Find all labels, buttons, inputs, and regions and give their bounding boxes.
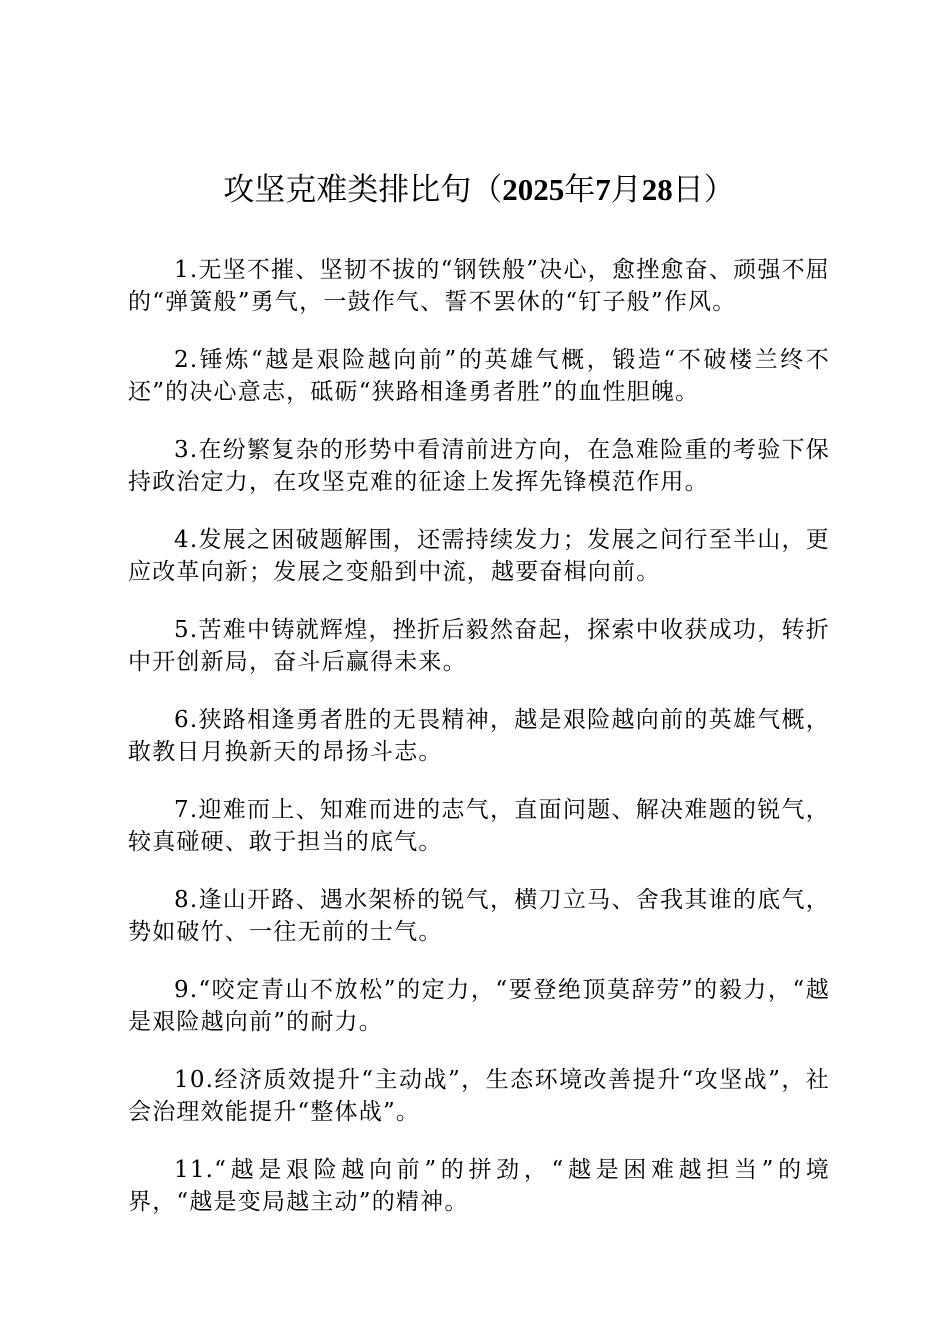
- title-day: 28: [641, 172, 673, 207]
- list-item: 2.锤炼“越是艰险越向前”的英雄气概，锻造“不破楼兰终不还”的决心意志，砥砺“狭路相逢勇者胜”的血性胆魄。: [128, 347, 830, 405]
- title-text-year-unit: 年: [564, 172, 596, 208]
- title-text-suffix: 日）: [672, 172, 735, 208]
- sentence-list: [128, 254, 830, 1218]
- list-item: 9.“咬定青山不放松”的定力，“要登绝顶莫辞劳”的毅力，“越是艰险越向前”的耐力。: [128, 977, 830, 1035]
- list-item: 10.经济质效提升“主动战”，生态环境改善提升“攻坚战”，社会治理效能提升“整体战”。: [128, 1067, 830, 1125]
- list-item: 8.逢山开路、遇水架桥的锐气，横刀立马、舍我其谁的底气，势如破竹、一往无前的士气。: [128, 887, 830, 945]
- list-item: 3.在纷繁复杂的形势中看清前进方向，在急难险重的考验下保持政治定力，在攻坚克难的征途上发挥先锋模范作用。: [128, 437, 830, 495]
- title-text-prefix: 攻坚克难类排比句（: [223, 172, 503, 208]
- document-title: [128, 168, 830, 212]
- title-text-month-unit: 月: [610, 172, 642, 208]
- list-item: 5.苦难中铸就辉煌，挫折后毅然奋起，探索中收获成功，转折中开创新局，奋斗后赢得未来。: [128, 617, 830, 675]
- list-item: 7.迎难而上、知难而进的志气，直面问题、解决难题的锐气，较真碰硬、敢于担当的底气。: [128, 797, 830, 855]
- list-item: 6.狭路相逢勇者胜的无畏精神，越是艰险越向前的英雄气概，敢教日月换新天的昂扬斗志。: [128, 707, 830, 765]
- list-item: 11.“越是艰险越向前”的拼劲，“越是困难越担当”的境界，“越是变局越主动”的精神。: [128, 1157, 830, 1215]
- title-year: 2025: [502, 172, 565, 207]
- document-page: [128, 168, 830, 1244]
- list-item: 4.发展之困破题解围，还需持续发力；发展之问行至半山，更应改革向新；发展之变船到中流，越要奋楫向前。: [128, 527, 830, 585]
- list-item: 1.无坚不摧、坚韧不拔的“钢铁般”决心，愈挫愈奋、顽强不屈的“弹簧般”勇气，一鼓作气、誓不罢休的“钉子般”作风。: [128, 257, 830, 315]
- title-month: 7: [595, 172, 611, 207]
